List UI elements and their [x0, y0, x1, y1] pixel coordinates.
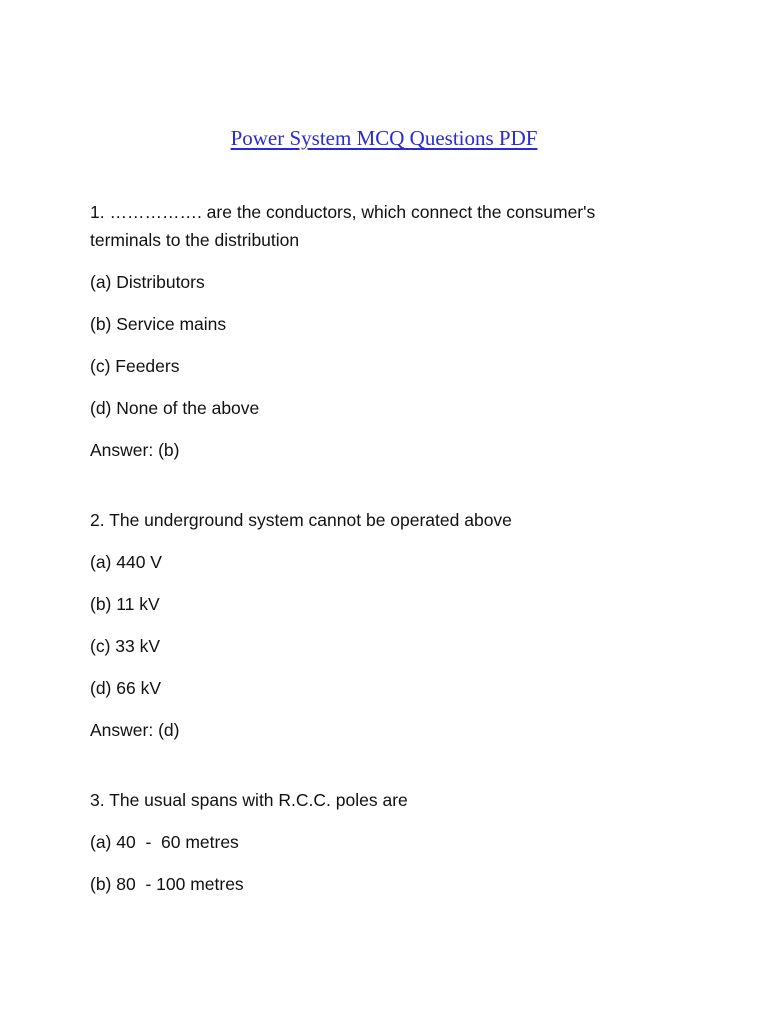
option-b: (b) 80 - 100 metres	[90, 874, 244, 894]
option-b: (b) 11 kV	[90, 594, 160, 614]
option-a: (a) Distributors	[90, 272, 205, 292]
question-block-3	[90, 786, 650, 898]
document-title	[0, 124, 768, 152]
option-a: (a) 40 - 60 metres	[90, 832, 239, 852]
title-link[interactable]: Power System MCQ Questions PDF	[230, 126, 538, 150]
option-c: (c) Feeders	[90, 356, 180, 376]
answer-text: Answer: (b)	[90, 440, 180, 460]
option-d: (d) 66 kV	[90, 678, 161, 698]
document-body	[90, 198, 650, 940]
option-b: (b) Service mains	[90, 314, 227, 334]
option-a: (a) 440 V	[90, 552, 162, 572]
option-c: (c) 33 kV	[90, 636, 161, 656]
option-d: (d) None of the above	[90, 398, 260, 418]
question-block-1	[90, 198, 650, 464]
question-block-2	[90, 506, 650, 744]
question-text: 1. ……………. are the conductors, which connect the consumer's terminals to the distribution	[90, 202, 596, 250]
question-text: 3. The usual spans with R.C.C. poles are	[90, 790, 408, 810]
answer-text: Answer: (d)	[90, 720, 180, 740]
question-text: 2. The underground system cannot be operated above	[90, 510, 512, 530]
